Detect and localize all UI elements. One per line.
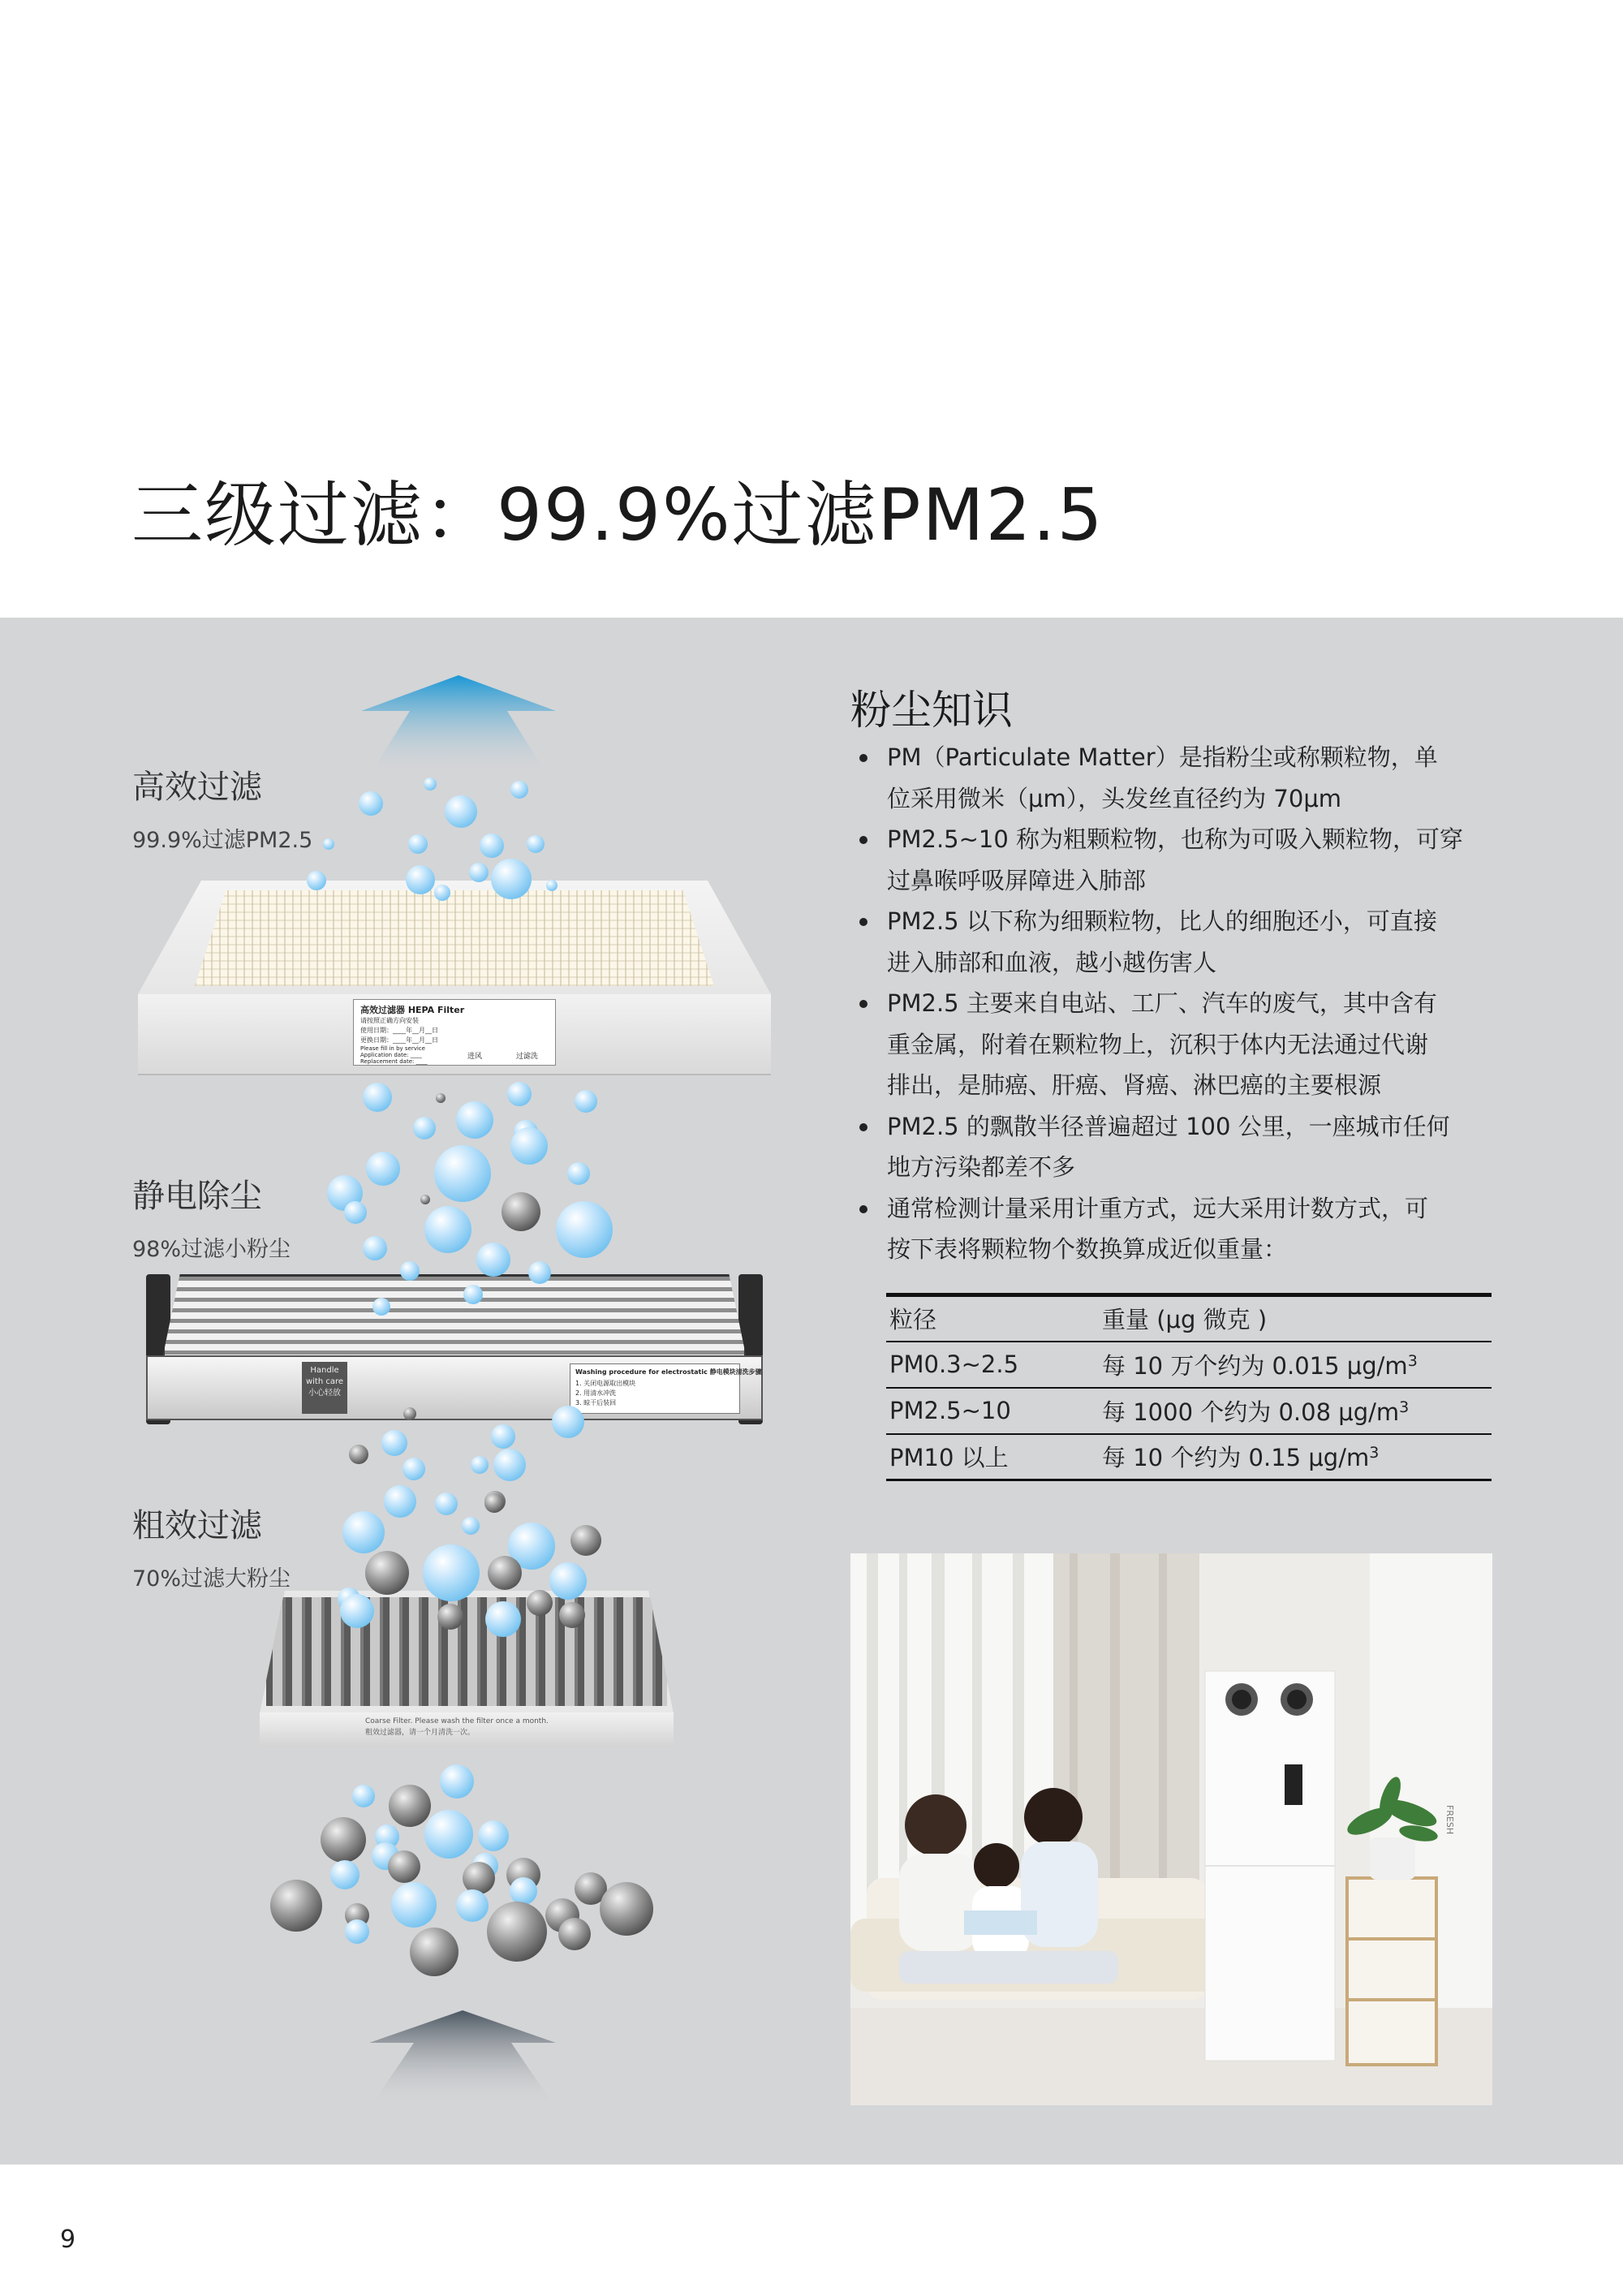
dust-particle-bubble bbox=[420, 1195, 430, 1204]
clean-particle-bubble bbox=[469, 863, 489, 882]
table-row bbox=[886, 1434, 1492, 1480]
hepa-sticker-title: 高效过滤器 HEPA Filter bbox=[360, 1005, 465, 1015]
clean-particle-bubble bbox=[507, 1082, 532, 1106]
electrostatic-handle-sticker bbox=[302, 1362, 347, 1414]
table-cell-weight bbox=[1099, 1388, 1492, 1434]
weight-text: 每 10 万个约为 0.015 μg/m bbox=[1102, 1351, 1408, 1380]
clean-particle-bubble bbox=[476, 1243, 510, 1277]
clean-particle-bubble bbox=[363, 1236, 387, 1260]
handle-text: Handle with care bbox=[305, 1366, 344, 1386]
table-cell-weight bbox=[1099, 1434, 1492, 1480]
clean-particle-bubble bbox=[423, 1544, 480, 1601]
clean-particle-bubble bbox=[366, 1152, 400, 1186]
clean-particle-bubble bbox=[510, 781, 528, 799]
dust-particle-bubble bbox=[389, 1785, 431, 1827]
table-row bbox=[886, 1388, 1492, 1434]
page-title: 三级过滤：99.9%过滤PM2.5 bbox=[131, 473, 1104, 557]
clean-particle-bubble bbox=[413, 1117, 436, 1139]
stage-desc: 70%过滤大粉尘 bbox=[132, 1566, 291, 1592]
clean-particle-bubble bbox=[493, 1449, 526, 1481]
knowledge-item bbox=[856, 901, 1497, 983]
dust-particle-bubble bbox=[600, 1882, 653, 1936]
photo-brand-text: FRESH bbox=[1444, 1805, 1455, 1835]
clean-particle-bubble bbox=[456, 1889, 489, 1922]
hepa-filter-front bbox=[138, 994, 771, 1075]
washing-title: Washing procedure for electrostatic 静电模块清洗步骤 bbox=[575, 1368, 762, 1376]
hepa-sticker-line: Replacement date: ____ bbox=[360, 1058, 428, 1065]
clean-particle-bubble bbox=[546, 880, 558, 891]
knowledge-item bbox=[856, 737, 1497, 819]
knowledge-line: 进入肺部和血液，越小越伤害人 bbox=[887, 948, 1217, 976]
clean-particle-bubble bbox=[510, 1877, 537, 1905]
clean-particle-bubble bbox=[403, 1458, 425, 1480]
hepa-filter-mesh bbox=[195, 890, 714, 986]
clean-particle-bubble bbox=[384, 1485, 416, 1518]
stage-hepa-label bbox=[132, 761, 312, 854]
clean-particle-bubble bbox=[391, 1882, 437, 1928]
stage-name: 粗效过滤 bbox=[132, 1507, 262, 1544]
dust-particle-bubble bbox=[558, 1918, 591, 1950]
hepa-filter-image bbox=[138, 881, 771, 1075]
dust-particle-bubble bbox=[403, 1407, 416, 1420]
coarse-filter-front bbox=[260, 1712, 674, 1747]
stage-desc: 98%过滤小粉尘 bbox=[132, 1237, 291, 1262]
clean-particle-bubble bbox=[408, 834, 428, 854]
clean-particle-bubble bbox=[424, 1810, 473, 1859]
dust-particle-bubble bbox=[388, 1850, 420, 1883]
stage-name: 静电除尘 bbox=[132, 1178, 262, 1215]
clean-particle-bubble bbox=[480, 834, 504, 858]
clean-particle-bubble bbox=[372, 1298, 390, 1316]
dust-particle-bubble bbox=[559, 1602, 585, 1628]
coarse-note-line: Coarse Filter. Please wash the filter once a month. bbox=[365, 1717, 549, 1725]
hepa-sticker-line: 请按照正确方向安装 bbox=[360, 1017, 419, 1024]
clean-air-arrow-icon bbox=[329, 675, 588, 776]
dust-particle-bubble bbox=[484, 1493, 504, 1513]
dust-particle-bubble bbox=[437, 1604, 463, 1630]
hepa-filter-sticker bbox=[353, 999, 556, 1066]
knowledge-line: PM2.5~10 称为粗颗粒物，也称为可吸入颗粒物，可穿 bbox=[887, 825, 1464, 853]
clean-particle-bubble bbox=[342, 1511, 385, 1553]
family-living-room-photo bbox=[850, 1553, 1492, 2105]
table-cell-size: PM0.3~2.5 bbox=[886, 1342, 1099, 1388]
clean-particle-bubble bbox=[552, 1406, 584, 1438]
clean-particle-bubble bbox=[344, 1201, 367, 1224]
washing-line: 3. 晾干后装回 bbox=[575, 1399, 617, 1406]
weight-text: 每 1000 个约为 0.08 μg/m bbox=[1102, 1398, 1400, 1426]
knowledge-item bbox=[856, 1188, 1497, 1270]
hepa-sticker-line: Please fill in by service bbox=[360, 1045, 425, 1052]
clean-particle-bubble bbox=[424, 1206, 471, 1253]
table-cell-size: PM10 以上 bbox=[886, 1434, 1099, 1480]
unit-exponent: 3 bbox=[1407, 1351, 1418, 1370]
unit-exponent: 3 bbox=[1369, 1444, 1380, 1462]
clean-particle-bubble bbox=[456, 1101, 493, 1139]
clean-particle-bubble bbox=[527, 835, 545, 853]
knowledge-line: PM2.5 主要来自电站、工厂、汽车的废气，其中含有 bbox=[887, 989, 1437, 1017]
clean-particle-bubble bbox=[556, 1201, 613, 1258]
table-cell-weight bbox=[1099, 1342, 1492, 1388]
table-row bbox=[886, 1342, 1492, 1388]
table-header-size: 粒径 bbox=[886, 1295, 1099, 1342]
knowledge-line: PM（Particulate Matter）是指粉尘或称颗粒物，单 bbox=[887, 743, 1438, 771]
clean-particle-bubble bbox=[462, 1517, 480, 1535]
unit-exponent: 3 bbox=[1399, 1398, 1410, 1416]
hepa-sticker-line: 使用日期：____年__月__日 bbox=[360, 1027, 438, 1034]
knowledge-line: 过鼻喉呼吸屏障进入肺部 bbox=[887, 866, 1147, 894]
dust-particle-bubble bbox=[410, 1928, 458, 1976]
stage-name: 高效过滤 bbox=[132, 769, 262, 806]
clean-particle-bubble bbox=[478, 1820, 509, 1851]
clean-particle-bubble bbox=[363, 1083, 392, 1112]
coarse-filter-note bbox=[365, 1716, 549, 1738]
living-room-illustration bbox=[850, 1553, 1492, 2105]
clean-particle-bubble bbox=[471, 1456, 489, 1474]
dust-particle-bubble bbox=[570, 1525, 601, 1556]
dust-particle-bubble bbox=[270, 1880, 322, 1932]
knowledge-item bbox=[856, 819, 1497, 901]
washing-line: 1. 关闭电源取出模块 bbox=[575, 1380, 636, 1387]
page-number: 9 bbox=[60, 2225, 76, 2254]
clean-particle-bubble bbox=[575, 1090, 597, 1113]
coarse-note-line: 粗效过滤器，请一个月清洗一次。 bbox=[365, 1729, 476, 1737]
clean-particle-bubble bbox=[424, 778, 437, 790]
clean-particle-bubble bbox=[445, 795, 477, 828]
dust-particle-bubble bbox=[436, 1093, 446, 1103]
dust-particle-bubble bbox=[349, 1445, 368, 1464]
dust-particle-bubble bbox=[487, 1902, 547, 1962]
hepa-sticker-line: 更换日期：____年__月__日 bbox=[360, 1036, 438, 1044]
electrostatic-washing-sticker bbox=[570, 1363, 762, 1414]
table-header-weight: 重量 (μg 微克 ) bbox=[1099, 1295, 1492, 1342]
clean-particle-bubble bbox=[400, 1261, 420, 1281]
hepa-sticker-arrow-text: 进风 bbox=[467, 1053, 483, 1061]
knowledge-line: 地方污染都差不多 bbox=[887, 1153, 1076, 1181]
clean-particle-bubble bbox=[340, 1594, 374, 1628]
knowledge-line: 重金属，附着在颗粒物上，沉积于体内无法通过代谢 bbox=[887, 1030, 1429, 1058]
clean-particle-bubble bbox=[434, 885, 450, 901]
clean-particle-bubble bbox=[345, 1919, 369, 1944]
electrostatic-front bbox=[146, 1355, 763, 1420]
clean-particle-bubble bbox=[491, 1424, 515, 1449]
clean-particle-bubble bbox=[330, 1860, 359, 1889]
weight-text: 每 10 个约为 0.15 μg/m bbox=[1102, 1444, 1370, 1472]
knowledge-line: PM2.5 以下称为细颗粒物，比人的细胞还小，可直接 bbox=[887, 907, 1437, 935]
electrostatic-filter-image bbox=[146, 1274, 763, 1432]
knowledge-line: 位采用微米（μm），头发丝直径约为 70μm bbox=[887, 784, 1342, 812]
clean-particle-bubble bbox=[381, 1430, 407, 1456]
dust-particle-bubble bbox=[365, 1551, 409, 1595]
clean-particle-bubble bbox=[528, 1261, 551, 1284]
knowledge-line: 排出，是肺癌、肝癌、肾癌、淋巴癌的主要根源 bbox=[887, 1071, 1382, 1099]
electrostatic-plates bbox=[162, 1274, 747, 1359]
hepa-sticker-flow-text: 过滤洗 bbox=[516, 1053, 539, 1061]
knowledge-list bbox=[856, 737, 1497, 1270]
clean-particle-bubble bbox=[434, 1145, 491, 1202]
dust-particle-bubble bbox=[502, 1192, 540, 1231]
clean-particle-bubble bbox=[567, 1162, 590, 1185]
table-cell-size: PM2.5~10 bbox=[886, 1388, 1099, 1434]
clean-particle-bubble bbox=[352, 1785, 375, 1807]
clean-particle-bubble bbox=[485, 1601, 521, 1637]
knowledge-item bbox=[856, 983, 1497, 1106]
clean-particle-bubble bbox=[307, 871, 326, 890]
coarse-filter-mesh bbox=[260, 1591, 674, 1712]
knowledge-line: 按下表将颗粒物个数换算成近似重量： bbox=[887, 1235, 1288, 1263]
washing-line: 2. 用清水冲洗 bbox=[575, 1389, 617, 1397]
clean-particle-bubble bbox=[359, 791, 383, 816]
clean-particle-bubble bbox=[323, 838, 334, 850]
clean-particle-bubble bbox=[435, 1493, 458, 1515]
clean-particle-bubble bbox=[440, 1764, 474, 1798]
stage-coarse-label bbox=[132, 1500, 291, 1592]
handle-text-cn: 小心轻放 bbox=[308, 1389, 341, 1398]
clean-particle-bubble bbox=[463, 1285, 483, 1304]
dust-particle-bubble bbox=[527, 1590, 553, 1616]
dirty-air-arrow-icon bbox=[337, 2010, 588, 2106]
dust-particle-bubble bbox=[488, 1556, 522, 1590]
table-header-row bbox=[886, 1295, 1492, 1342]
stage-desc: 99.9%过滤PM2.5 bbox=[132, 828, 313, 853]
clean-particle-bubble bbox=[549, 1562, 587, 1600]
knowledge-line: PM2.5 的飘散半径普遍超过 100 公里，一座城市任何 bbox=[887, 1112, 1450, 1140]
dust-particle-bubble bbox=[321, 1817, 366, 1863]
clean-particle-bubble bbox=[491, 859, 532, 899]
clean-particle-bubble bbox=[510, 1127, 548, 1165]
pm-conversion-table bbox=[886, 1293, 1492, 1481]
knowledge-item bbox=[856, 1106, 1497, 1188]
hepa-sticker-line: Application date: ____ bbox=[360, 1052, 422, 1058]
stage-electrostatic-label bbox=[132, 1170, 291, 1263]
knowledge-title: 粉尘知识 bbox=[850, 687, 1013, 734]
knowledge-line: 通常检测计量采用计重方式，远大采用计数方式，可 bbox=[887, 1194, 1429, 1222]
coarse-filter-image bbox=[260, 1591, 674, 1753]
clean-particle-bubble bbox=[406, 865, 435, 894]
